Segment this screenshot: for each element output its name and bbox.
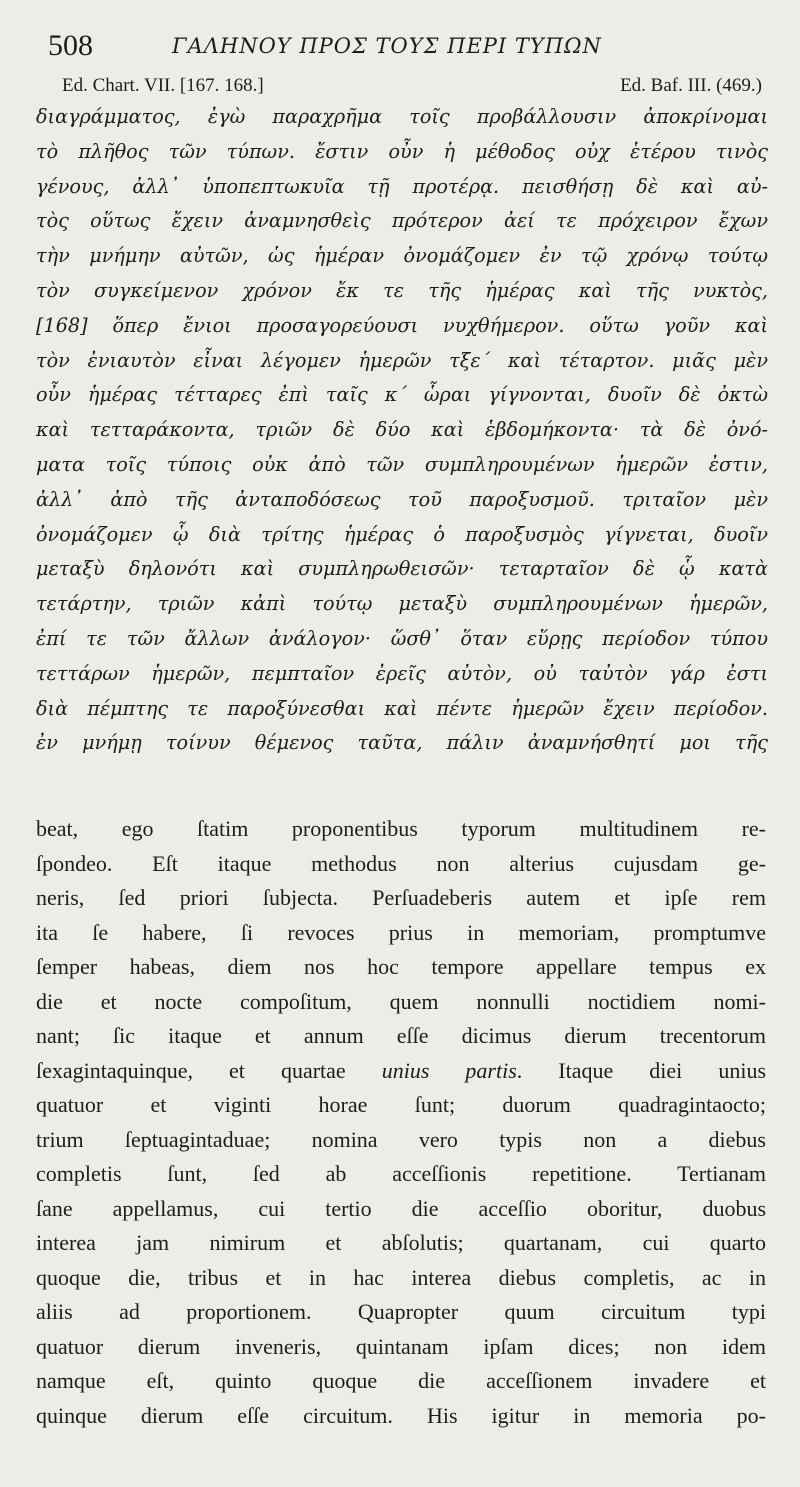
greek-text-line: ματα τοῖς τύποις οὐκ ἀπὸ τῶν συμπληρουμένων ἡμερῶν ἐστιν, (36, 452, 768, 476)
greek-text-line: [168] ὅπερ ἔνιοι προσαγορεύουσι νυχθήμερον. οὕτω γοῦν καὶ (36, 313, 768, 337)
greek-text-line: διὰ πέμπτης τε παροξύνεσθαι καὶ πέντε ἡμερῶν ἔχειν περίοδον. (36, 696, 768, 720)
greek-text-line: τεττάρων ἡμερῶν, πεμπταῖον ἐρεῖς αὐτὸν, οὐ ταὐτὸν γάρ ἐστι (36, 661, 768, 685)
greek-text-line: καὶ τετταράκοντα, τριῶν δὲ δύο καὶ ἑβδομήκοντα· τὰ δὲ ὀνό- (36, 418, 768, 442)
greek-text-line: τὸ πλῆθος τῶν τύπων. ἔστιν οὖν ἡ μέθοδος οὐχ ἑτέρου τινὸς (36, 139, 768, 163)
latin-text-line: quoque die, tribus et in hac interea diebus completis, ac in (36, 1264, 766, 1290)
latin-text-segment: ſexagintaquinque, et quartae (36, 1057, 382, 1083)
latin-text-segment: . Itaque diei unius (516, 1057, 766, 1083)
latin-text-line: beat, ego ſtatim proponentibus typorum multitudinem re- (36, 816, 766, 841)
latin-text-line: aliis ad proportionem. Quapropter quum circuitum typi (36, 1299, 766, 1324)
latin-text-line: completis ſunt, ſed ab acceſſionis repetitione. Tertianam (36, 1161, 766, 1186)
greek-text-line: ὀνομάζομεν ᾧ διὰ τρίτης ἡμέρας ὁ παροξυσμὸς γίγνεται, δυοῖν (36, 522, 768, 546)
latin-text-column (36, 812, 766, 1433)
greek-text-line: τετάρτην, τριῶν κἀπὶ τούτῳ μεταξὺ συμπληρουμένων ἡμερῶν, (36, 592, 768, 616)
latin-text-line (36, 1054, 766, 1089)
latin-text-line: namque eſt, quinto quoque die acceſſionem invadere et (36, 1368, 766, 1393)
page-number: 508 (48, 29, 93, 62)
latin-text-line: nant; ſic itaque et annum eſſe dicimus dierum trecentorum (36, 1023, 766, 1048)
edition-chart-reference: Ed. Chart. VII. [167. 168.] (62, 75, 264, 96)
latin-text-line: ſpondeo. Eſt itaque methodus non alterius cujusdam ge- (36, 850, 766, 876)
running-head (48, 28, 768, 64)
greek-text-line: τὸν ἐνιαυτὸν εἶναι λέγομεν ἡμερῶν τξε´ καὶ τέταρτον. μιᾶς μὲν (36, 348, 768, 372)
greek-text-line: διαγράμματος, ἐγὼ παραχρῆμα τοῖς προβάλλουσιν ἀποκρίνομαι (36, 105, 768, 128)
greek-text-column (36, 100, 768, 761)
greek-text-line: ἀλλ᾽ ἀπὸ τῆς ἀνταποδόσεως τοῦ παροξυσμοῦ. τριταῖον μὲν (36, 487, 768, 511)
greek-text-line: τὴν μνήμην αὐτῶν, ὡς ἡμέραν ὀνομάζομεν ἐν τῷ χρόνῳ τούτῳ (36, 244, 768, 268)
greek-text-line: μεταξὺ δηλονότι καὶ συμπληρωθεισῶν· τεταρταῖον δὲ ᾧ κατὰ (36, 557, 768, 581)
latin-text-line: quinque dierum eſſe circuitum. His igitur in memoria po- (36, 1402, 766, 1428)
greek-text-line: ἐν μνήμῃ τοίνυν θέμενος ταῦτα, πάλιν ἀναμνήσθητί μοι τῆς (36, 731, 768, 755)
latin-text-line: ſemper habeas, diem nos hoc tempore appellare tempus ex (36, 954, 766, 979)
greek-text-line: οὖν ἡμέρας τέτταρες ἐπὶ ταῖς κ´ ὧραι γίγνονται, δυοῖν δὲ ὀκτὼ (36, 383, 768, 407)
latin-text-line: neris, ſed priori ſubjecta. Perſuadeberis autem et ipſe rem (36, 885, 766, 910)
greek-text-line: ἐπί τε τῶν ἄλλων ἀνάλογον· ὥσθ᾽ ὅταν εὕρῃς περίοδον τύπου (36, 626, 768, 650)
latin-text-line: ita ſe habere, ſi revoces prius in memoriam, promptumve (36, 919, 766, 945)
latin-italic-phrase: unius partis (381, 1057, 517, 1083)
greek-text-line: γένους, ἀλλ᾽ ὑποπεπτωκυῖα τῇ προτέρᾳ. πεισθήσῃ δὲ καὶ αὐ- (36, 174, 768, 198)
latin-text-line: ſane appellamus, cui tertio die acceſſio oboritur, duobus (36, 1195, 766, 1221)
edition-basel-reference: Ed. Baf. III. (469.) (620, 75, 762, 96)
greek-text-line: τὸν συγκείμενον χρόνον ἔκ τε τῆς ἡμέρας καὶ τῆς νυκτὸς, (36, 278, 768, 302)
latin-text-line: interea jam nimirum et abſolutis; quartanam, cui quarto (36, 1230, 766, 1255)
latin-text-line: die et nocte compoſitum, quem nonnulli noctidiem nomi- (36, 988, 766, 1014)
greek-text-line: τὸς οὕτως ἔχειν ἀναμνησθεὶς πρότερον ἀεί τε πρόχειρον ἔχων (36, 209, 768, 233)
latin-text-line: trium ſeptuagintaduae; nomina vero typis non a diebus (36, 1126, 766, 1152)
running-title: ΓΑΛΗΝΟΥ ΠΡΟΣ ΤΟΥΣ ΠΕΡΙ ΤΥΠΩΝ (172, 34, 602, 58)
latin-text-line: quatuor dierum inveneris, quintanam ipſam dices; non idem (36, 1333, 766, 1359)
latin-text-line: quatuor et viginti horae ſunt; duorum quadragintaocto; (36, 1092, 766, 1117)
